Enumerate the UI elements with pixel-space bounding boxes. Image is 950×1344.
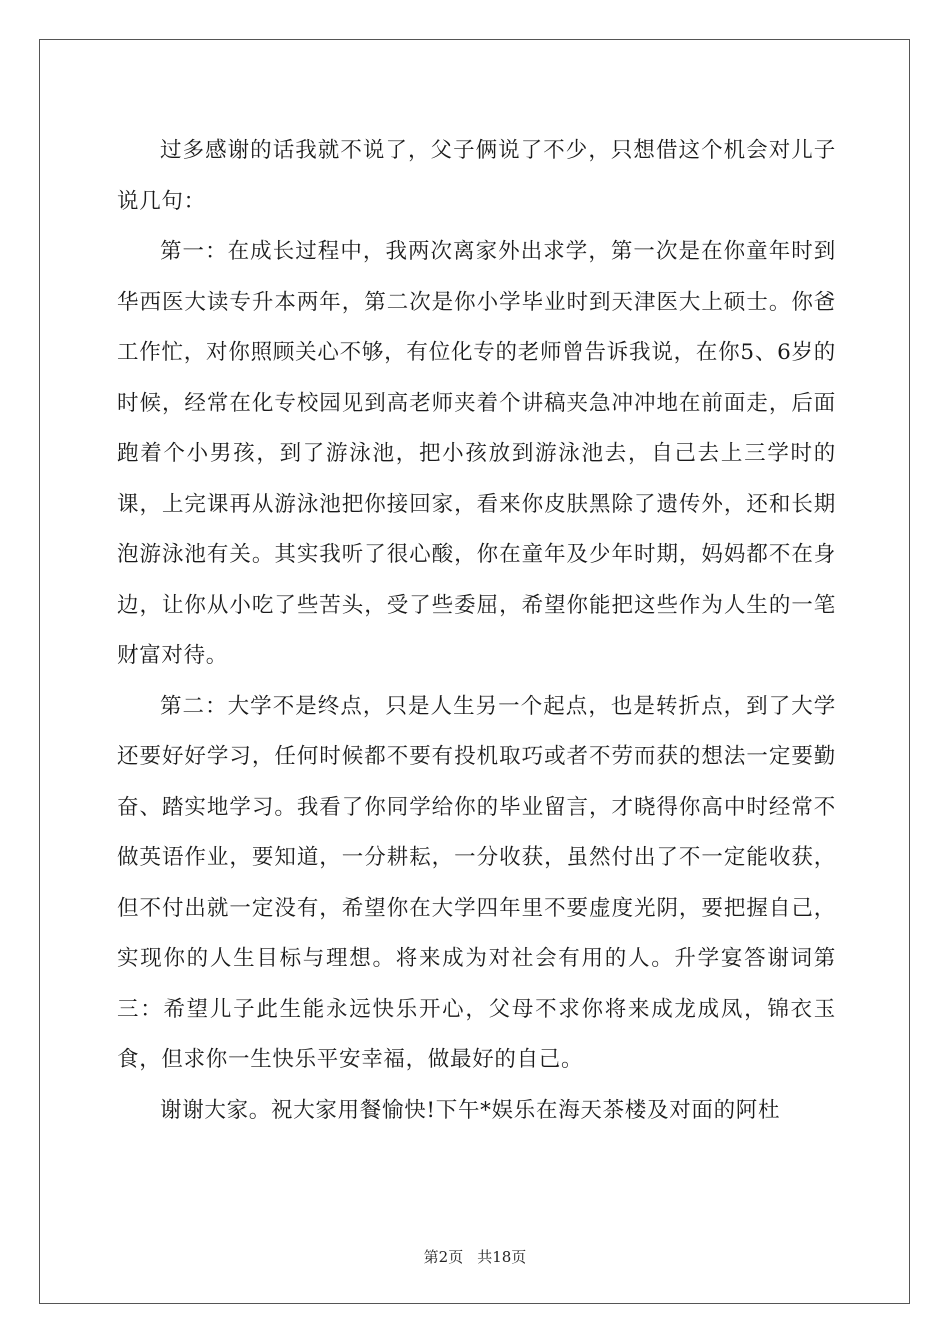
paragraph-closing: 谢谢大家。祝大家用餐愉快!下午*娱乐在海天茶楼及对面的阿杜 — [160, 1097, 781, 1123]
page-total: 共18页 — [477, 1248, 527, 1266]
document-body — [117, 126, 836, 1136]
page-footer — [0, 1246, 950, 1267]
page-number: 第2页 — [423, 1248, 464, 1266]
paragraph-first-point: 第一：在成长过程中，我两次离家外出求学，第一次是在你童年时到华西医大读专升本两年，第二次是你小学毕业时到天津医大上硕士。你爸工作忙，对你照顾关心不够，有位化专的老师曾告诉我说，在你5、6岁的时候，经常在化专校园见到高老师夹着个讲稿夹急冲冲地在前面走，后面跑着个小男孩，到了游泳池，把小孩放到游泳池去，自己去上三学时的课，上完课再从游泳池把你接回家，看来你皮肤黑除了遗传外，还和长期泡游泳池有关。其实我听了很心酸，你在童年及少年时期，妈妈都不在身边，让你从小吃了些苦头，受了些委屈，希望你能把这些作为人生的一笔财富对待。 — [117, 239, 836, 668]
paragraph-second-point: 第二：大学不是终点，只是人生另一个起点，也是转折点，到了大学还要好好学习，任何时候都不要有投机取巧或者不劳而获的想法一定要勤奋、踏实地学习。我看了你同学给你的毕业留言，才晓得你高中时经常不做英语作业，要知道，一分耕耘，一分收获，虽然付出了不一定能收获，但不付出就一定没有，希望你在大学四年里不要虚度光阴，要把握自己，实现你的人生目标与理想。将来成为对社会有用的人。升学宴答谢词第三：希望儿子此生能永远快乐开心，父母不求你将来成龙成凤，锦衣玉食，但求你一生快乐平安幸福，做最好的自己。 — [117, 693, 836, 1072]
paragraph-intro: 过多感谢的话我就不说了，父子俩说了不少，只想借这个机会对儿子说几句： — [117, 138, 836, 214]
